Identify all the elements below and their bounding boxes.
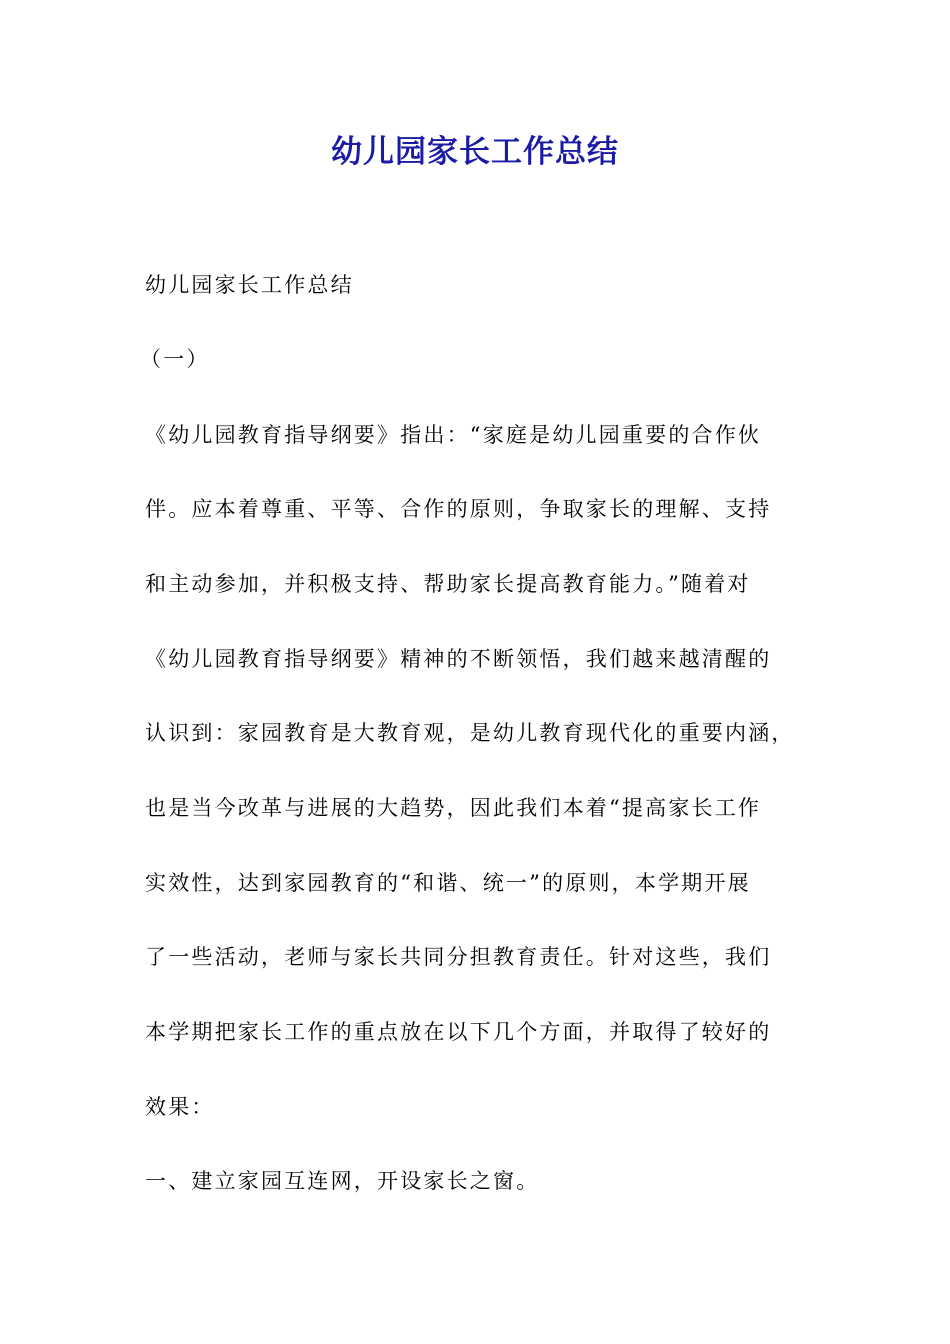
document-subtitle: 幼儿园家长工作总结 bbox=[145, 273, 354, 297]
paragraph-line: 也是当今改革与进展的大趋势，因此我们本着“提高家长工作 bbox=[145, 796, 762, 820]
paragraph-line: 认识到：家园教育是大教育观，是幼儿教育现代化的重要内涵， bbox=[145, 721, 795, 745]
paragraph-line: 了一些活动，老师与家长共同分担教育责任。针对这些，我们 bbox=[145, 945, 772, 969]
section-marker: （一） bbox=[140, 347, 210, 371]
paragraph-line: 本学期把家长工作的重点放在以下几个方面，并取得了较好的 bbox=[145, 1020, 772, 1044]
paragraph-line: 伴。应本着尊重、平等、合作的原则，争取家长的理解、支持 bbox=[145, 497, 772, 521]
paragraph-line: 效果： bbox=[145, 1095, 215, 1119]
paragraph-line: 实效性，达到家园教育的“和谐、统一”的原则，本学期开展 bbox=[145, 871, 751, 895]
document-title: 幼儿园家长工作总结 bbox=[331, 134, 619, 170]
paragraph-line: 和主动参加，并积极支持、帮助家长提高教育能力。”随着对 bbox=[145, 572, 751, 596]
section-heading: 一、建立家园互连网，开设家长之窗。 bbox=[145, 1169, 540, 1193]
paragraph-line: 《幼儿园教育指导纲要》精神的不断领悟，我们越来越清醒的 bbox=[145, 647, 772, 671]
paragraph-line: 《幼儿园教育指导纲要》指出：“家庭是幼儿园重要的合作伙 bbox=[145, 423, 762, 447]
